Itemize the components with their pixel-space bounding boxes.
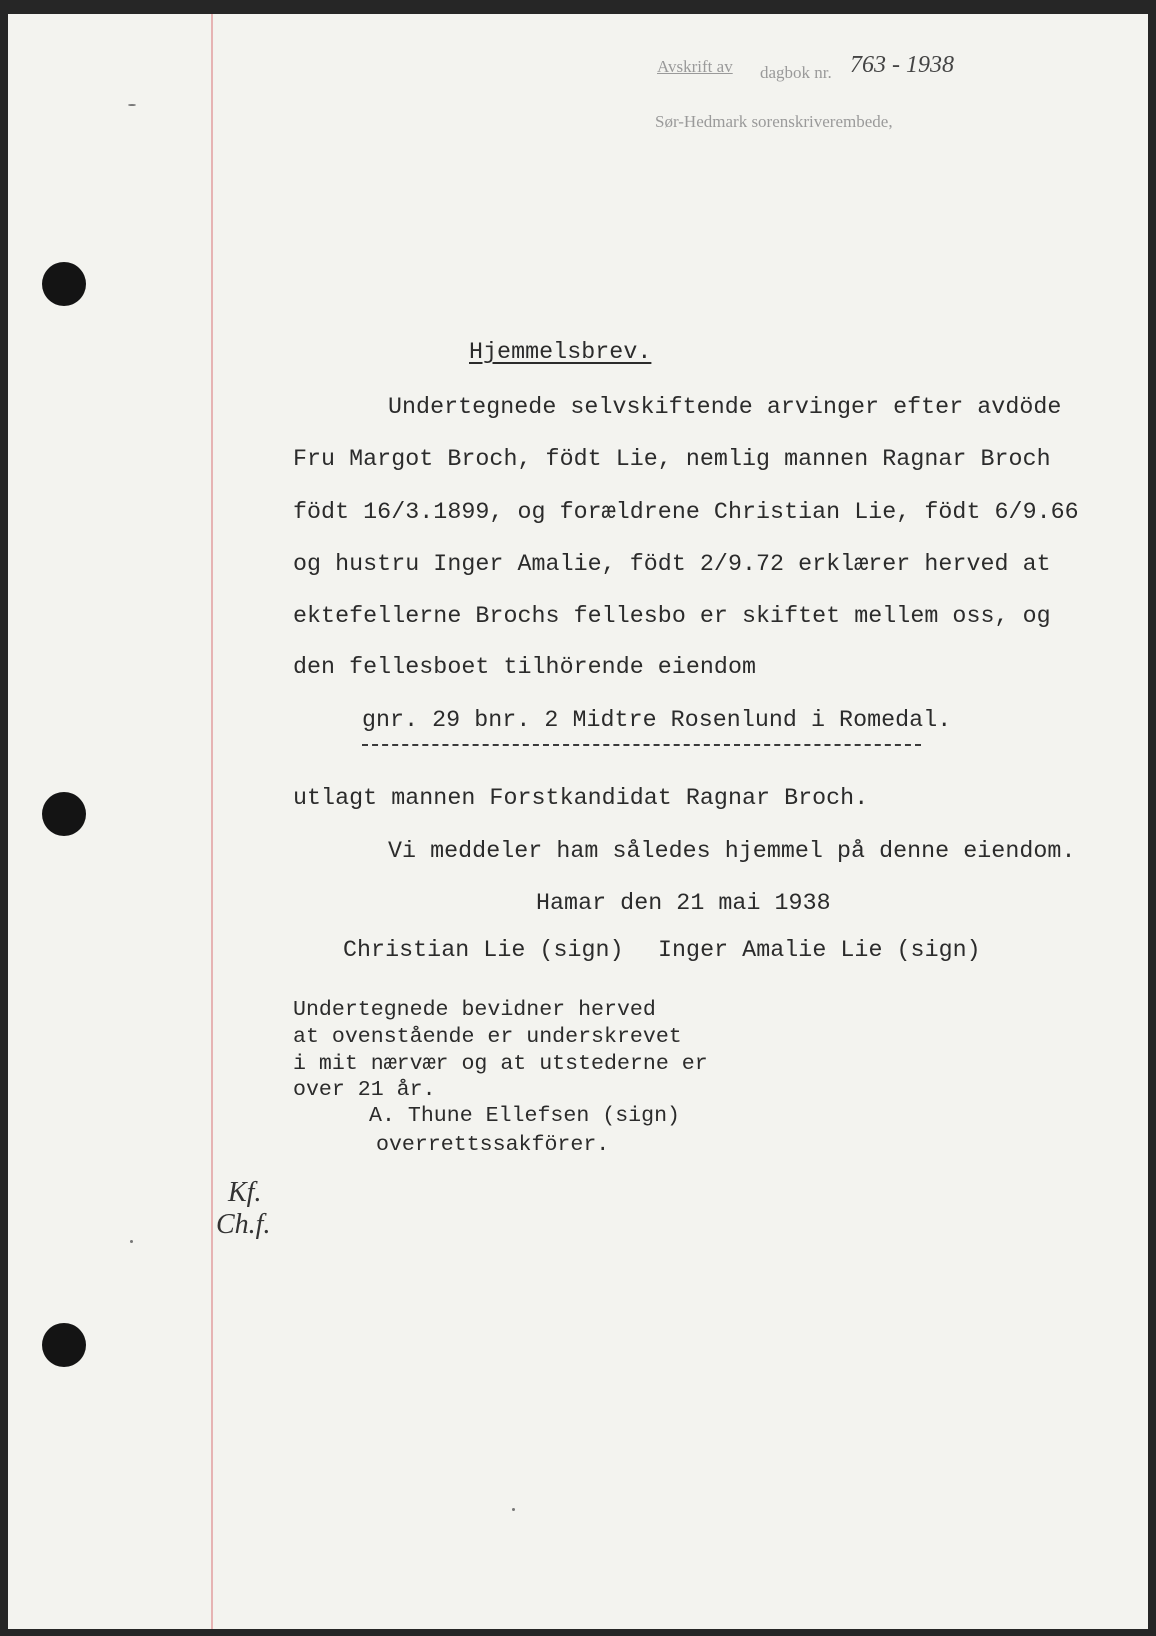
punch-hole-top [42,262,86,306]
body-line: den fellesboet tilhörende eiendom [293,654,757,680]
handwritten-initials-2: Ch.f. [216,1209,271,1240]
witness-line: over 21 år. [293,1078,436,1102]
witness-line: i mit nærvær og at utstederne er [293,1052,708,1076]
signature-christian: Christian Lie (sign) [343,937,624,963]
speck [128,104,136,106]
document-page [8,14,1148,1629]
handwritten-initials-1: Kf. [228,1177,262,1208]
body-line: Undertegnede selvskiftende arvinger efter avdöde [388,394,1062,420]
margin-line [211,14,213,1629]
witness-title: overrettssakförer. [376,1133,610,1157]
header-diary-number: 763 - 1938 [850,52,954,78]
after-line: utlagt mannen Forstkandidat Ragnar Broch. [293,785,869,811]
header-prefix: Avskrift av [657,57,733,76]
body-line: Fru Margot Broch, födt Lie, nemlig mannen Ragnar Broch [293,446,1051,472]
speck [130,1240,133,1243]
body-line: födt 16/3.1899, og forældrene Christian Lie, födt 6/9.66 [293,499,1079,525]
punch-hole-bottom [42,1323,86,1367]
after-line: Vi meddeler ham således hjemmel på denne eiendom. [388,838,1076,864]
place-date: Hamar den 21 mai 1938 [536,890,831,916]
property-underline [362,744,921,746]
witness-line: at ovenstående er underskrevet [293,1025,682,1049]
header-office: Sør-Hedmark sorenskriverembede, [655,112,893,131]
witness-name: A. Thune Ellefsen (sign) [369,1104,681,1128]
body-line: ektefellerne Brochs fellesbo er skiftet mellem oss, og [293,603,1051,629]
signature-inger: Inger Amalie Lie (sign) [658,937,981,963]
witness-line: Undertegnede bevidner herved [293,998,656,1022]
body-line: og hustru Inger Amalie, födt 2/9.72 erklærer herved at [293,551,1051,577]
punch-hole-middle [42,792,86,836]
document-title: Hjemmelsbrev. [469,339,652,365]
header-dagbok-label: dagbok nr. [760,63,832,82]
property-description: gnr. 29 bnr. 2 Midtre Rosenlund i Romedal. [362,707,952,733]
speck [512,1508,515,1511]
